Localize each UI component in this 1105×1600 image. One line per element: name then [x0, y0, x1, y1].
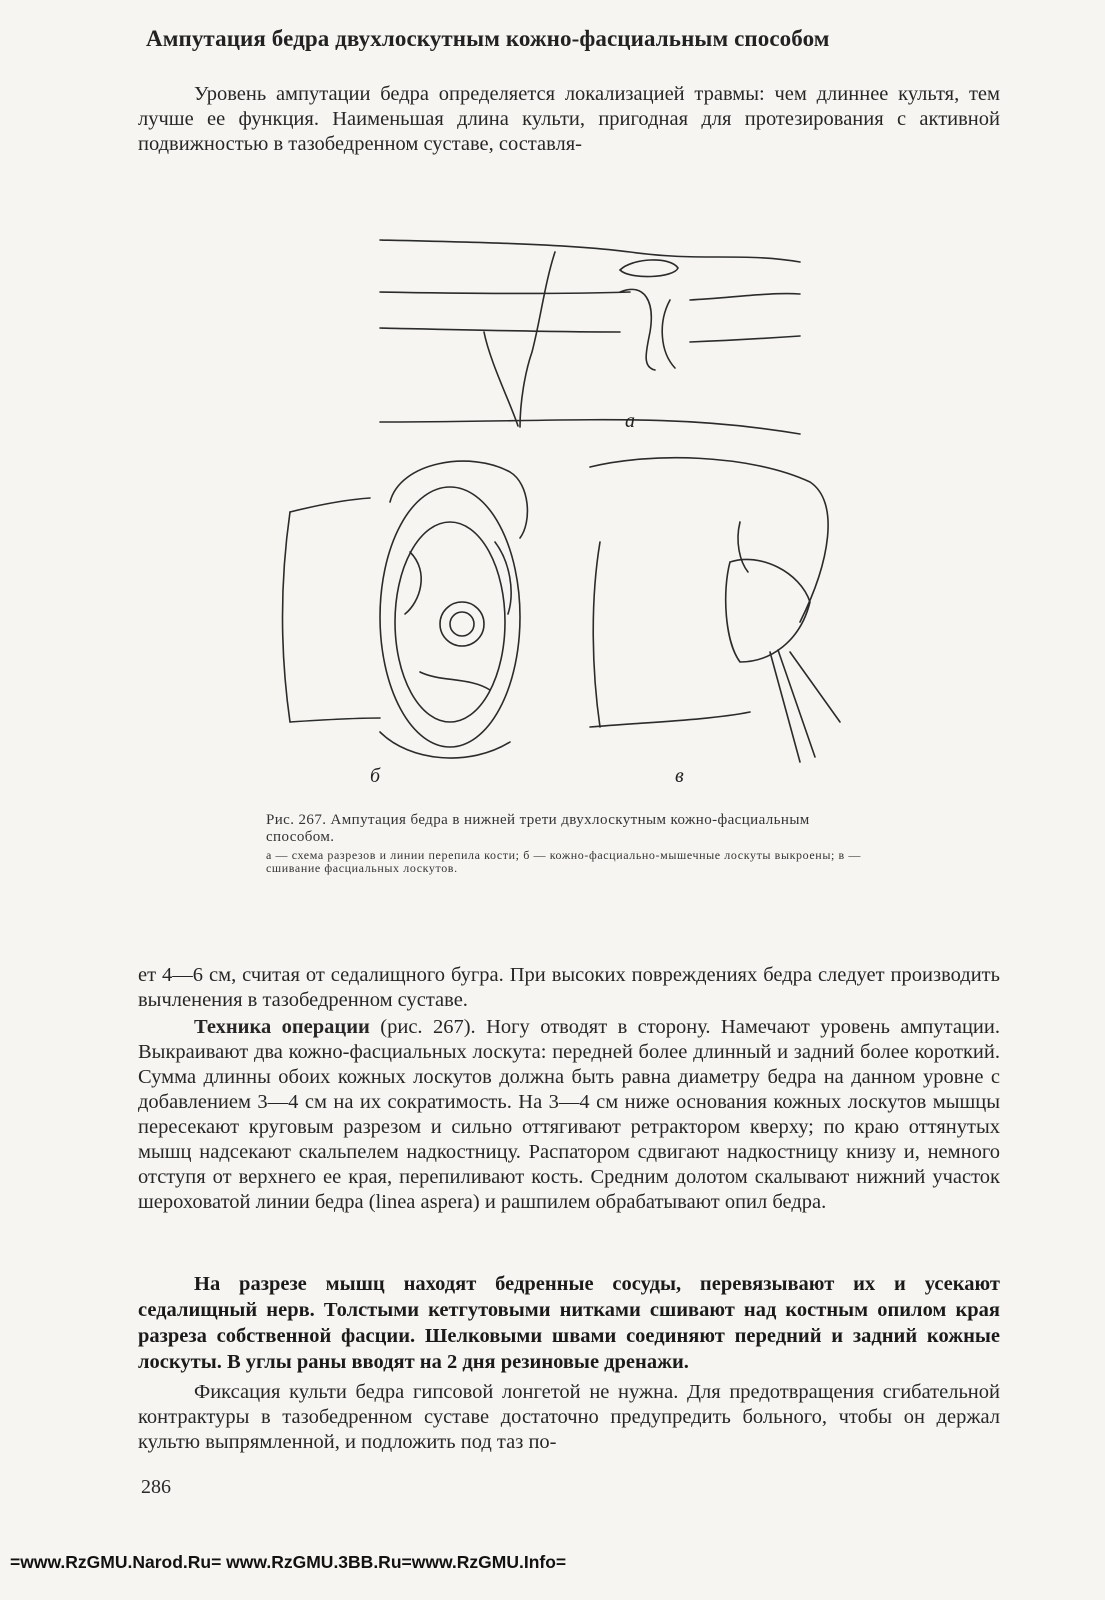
figure-267 — [270, 222, 870, 802]
technique-text: (рис. 267). Ногу отводят в сторону. Намечают уровень ампутации. Выкраивают два кожно-фасциальных лоскута: передней более длинный и задний более короткий. Сумма длинны обоих кожных лоскутов должна быть равна диаметру бедра на данном уровне с добавлением 3—4 см на их сократимость. На 3—4 см ниже основания кожных лоскутов мышцы пересекают круговым разрезом и сильно оттягивают ретрактором кверху; по краю оттянутых мышц надсекают скальпелем надкостницу. Распатором сдвигают надкостницу книзу и, немного отступя от верхнего ее края, перепиливают кость. Средним долотом скалывают нижний участок шероховатой линии бедра (linea aspera) и рашпилем обрабатывают опил бедра. — [138, 1016, 1000, 1213]
panel-c-suturing — [590, 458, 840, 762]
paragraph-stump-fixation: Фиксация культи бедра гипсовой лонгетой не нужна. Для предотвращения сгибательной контрактуры в тазобедренном суставе достаточно предупредить больного, чтобы он держал культю выпрямленной, и подложить под таз по- — [138, 1381, 1000, 1453]
paragraph-operation-technique — [138, 1015, 1000, 1215]
run-in-heading: Техника операции — [194, 1016, 370, 1038]
paragraph-stump-length: ет 4—6 см, считая от седалищного бугра. При высоких повреждениях бедра следует производить вычленения в тазобедренном суставе. — [138, 964, 1000, 1011]
caption-legend: а — схема разрезов и линии перепила кости; б — кожно-фасциально-мышечные лоскуты выкроены; в — сшивание фасциальных лоскутов. — [266, 848, 861, 875]
panel-b-flaps-cut — [283, 461, 528, 758]
page-number: 286 — [141, 1476, 171, 1498]
amputation-illustration — [270, 222, 870, 802]
label-c: в — [675, 765, 684, 787]
label-a: а — [625, 410, 635, 432]
paragraph-level-of-amputation: Уровень ампутации бедра определяется локализацией травмы: чем длиннее культя, тем лучше ее функция. Наименьшая длина культи, пригодная для протезирования с активной подвижностью в тазобедренном суставе, составля- — [138, 83, 1000, 155]
paragraph-vessels-and-sutures: На разрезе мышц находят бедренные сосуды, перевязывают их и усекают седалищный нерв. Толстыми кетгутовыми нитками сшивают над костным опилом края разреза собственной фасции. Шелковыми швами соединяют передний и задний кожные лоскуты. В углы раны вводят на 2 дня резиновые дренажи. — [138, 1273, 1000, 1373]
label-b: б — [370, 765, 381, 787]
section-title: Ампутация бедра двухлоскутным кожно-фасциальным способом — [146, 26, 830, 51]
footer-watermark: =www.RzGMU.Narod.Ru= www.RzGMU.3BB.Ru=www.RzGMU.Info= — [10, 1552, 567, 1572]
figure-caption — [266, 812, 876, 874]
caption-title: Рис. 267. Ампутация бедра в нижней трети двухлоскутным кожно-фасциальным способом. — [266, 812, 810, 845]
panel-a-incision-scheme — [380, 240, 800, 434]
